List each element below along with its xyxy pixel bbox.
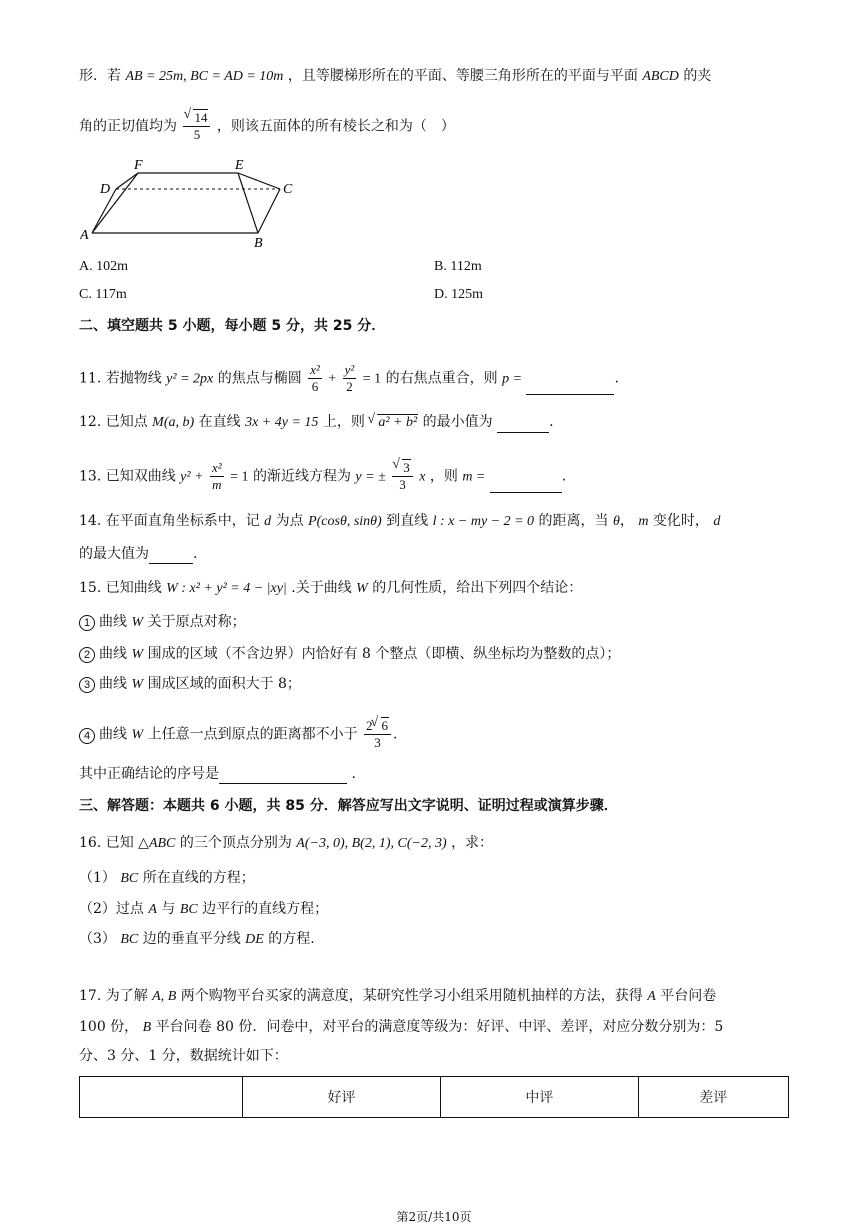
edge-EC bbox=[238, 173, 280, 189]
q12-end: . bbox=[549, 414, 554, 430]
q11-frac-x bbox=[308, 362, 322, 395]
q16-stem bbox=[79, 833, 493, 854]
q11-eq: = 1 bbox=[362, 371, 382, 387]
q13-lhs: y² + bbox=[180, 469, 204, 485]
item-text: 关于原点对称； bbox=[147, 614, 246, 630]
q15-text: .关于曲线 bbox=[291, 580, 352, 596]
label-D: D bbox=[100, 182, 111, 197]
q15-item-3 bbox=[79, 674, 301, 695]
item-end: . bbox=[393, 726, 398, 743]
frac-num: y² bbox=[344, 362, 355, 377]
q14-line2 bbox=[79, 544, 197, 564]
q14-theta: θ bbox=[612, 514, 620, 529]
item-w: W bbox=[131, 615, 144, 630]
q15-stem bbox=[79, 578, 582, 599]
q10-lengths: AB = 25m, BC = AD = 10m bbox=[125, 69, 284, 84]
frac-den: 3 bbox=[399, 477, 406, 492]
q13-x: x bbox=[419, 469, 426, 485]
circled-number: 1 bbox=[79, 615, 95, 631]
part-text: 边的垂直平分线 bbox=[142, 931, 241, 947]
q11 bbox=[79, 362, 619, 395]
circled-number: 4 bbox=[79, 728, 95, 744]
q17-a: A bbox=[647, 989, 656, 1004]
q17-b: B bbox=[142, 1020, 152, 1035]
q15-text: 15. 已知曲线 bbox=[79, 580, 162, 596]
option-a: A. 102m bbox=[79, 259, 128, 274]
q15-text: 的几何性质，给出下列四个结论： bbox=[372, 580, 583, 596]
q17-line1 bbox=[79, 986, 716, 1007]
tan-fraction bbox=[183, 110, 210, 143]
q13-var: m = bbox=[462, 469, 486, 485]
option-b: B. 112m bbox=[434, 259, 482, 274]
q13-text: 的渐近线方程为 bbox=[252, 468, 351, 485]
item-text: 曲线 bbox=[99, 726, 127, 743]
label-E: E bbox=[235, 158, 244, 173]
q12-text: 的最小值为 bbox=[422, 414, 493, 430]
part-math: BC bbox=[179, 902, 198, 917]
q12-sqrt bbox=[369, 413, 418, 433]
q15-curve: W : x² + y² = 4 − |xy| bbox=[166, 581, 287, 596]
item-text: 上任意一点到原点的距离都不小于 bbox=[147, 726, 358, 743]
section-2-heading: 二、填空题共 5 小题，每小题 5 分，共 25 分． bbox=[79, 318, 386, 334]
q13-text: ，则 bbox=[429, 468, 458, 485]
q10-text: ，则该五面体的所有棱长之和为（ ） bbox=[216, 118, 455, 135]
q16-part-2 bbox=[79, 899, 328, 920]
option-d: D. 125m bbox=[434, 287, 483, 302]
item-text: 围成的区域（不含边界）内恰好有 8 个整点（即横、纵坐标均为整数的点）； bbox=[147, 646, 621, 662]
label-F: F bbox=[134, 158, 143, 173]
answer-blank[interactable] bbox=[490, 478, 562, 493]
q11-text: 11. 若抛物线 bbox=[79, 370, 162, 387]
q17-text: 平台问卷 bbox=[660, 988, 717, 1004]
q17-ab: A, B bbox=[152, 989, 177, 1004]
item-text: 曲线 bbox=[99, 614, 127, 630]
item-text: 围成区域的面积大于 8； bbox=[147, 676, 301, 692]
q14-d: d bbox=[713, 514, 721, 529]
q12 bbox=[79, 412, 554, 433]
frac-num-sqrt: 6 bbox=[381, 718, 389, 733]
q14-m: m bbox=[638, 514, 649, 529]
q12-text: 12. 已知点 bbox=[79, 414, 148, 430]
circled-number: 2 bbox=[79, 647, 95, 663]
section-3-heading: 三、解答题：本题共 6 小题，共 85 分．解答应写出文字说明、证明过程或演算步骤． bbox=[79, 798, 618, 814]
answer-blank[interactable] bbox=[219, 769, 347, 784]
option-c: C. 117m bbox=[79, 287, 127, 302]
q12-point: M(a, b) bbox=[152, 415, 195, 430]
label-C: C bbox=[283, 182, 293, 197]
frac-den: 3 bbox=[374, 735, 381, 750]
q11-text: 的焦点与椭圆 bbox=[217, 370, 302, 387]
pentahedron-figure bbox=[80, 155, 310, 250]
q14-point: P(cosθ, sinθ) bbox=[308, 514, 382, 529]
q11-parabola: y² = 2px bbox=[166, 371, 214, 387]
frac-den: 6 bbox=[311, 379, 319, 394]
answer-blank[interactable] bbox=[497, 418, 549, 433]
q14-text: 的最大值为 bbox=[79, 546, 149, 562]
item-w: W bbox=[131, 727, 144, 743]
edge-AF bbox=[92, 173, 138, 233]
q11-text: 的右焦点重合，则 bbox=[385, 370, 498, 387]
q10-plane: ABCD bbox=[642, 69, 679, 84]
q11-var: p = bbox=[502, 371, 523, 387]
q16-points: A(−3, 0), B(2, 1), C(−2, 3) bbox=[296, 836, 447, 851]
q16-text: 的三个顶点分别为 bbox=[179, 835, 292, 851]
q16-triangle: △ABC bbox=[138, 836, 176, 851]
frac-den: m bbox=[212, 477, 222, 492]
q17-text: 两个购物平台买家的满意度，某研究性学习小组采用随机抽样的方法，获得 bbox=[180, 988, 643, 1004]
q13 bbox=[79, 460, 566, 493]
part-math: A bbox=[148, 902, 157, 917]
q10-line2 bbox=[79, 110, 455, 143]
table-row bbox=[80, 1077, 789, 1118]
item-w: W bbox=[131, 647, 144, 662]
part-math: BC bbox=[120, 871, 139, 886]
q10-text: 形．若 bbox=[79, 68, 121, 84]
q14-text: 14. 在平面直角坐标系中，记 bbox=[79, 513, 260, 529]
q17-line2 bbox=[79, 1017, 723, 1038]
q13-slope-frac bbox=[392, 460, 413, 493]
q13-end: . bbox=[561, 468, 567, 485]
q13-y: y = ± bbox=[355, 469, 386, 485]
q17-text: 平台问卷 80 份．问卷中，对平台的满意度等级为：好评、中评、差评，对应分数分别为：5 bbox=[155, 1019, 724, 1035]
q12-line: 3x + 4y = 15 bbox=[245, 415, 319, 430]
q15-distance-frac bbox=[364, 718, 391, 751]
part-math: BC bbox=[120, 932, 139, 947]
label-A: A bbox=[80, 228, 89, 243]
item-w: W bbox=[131, 677, 144, 692]
q10-text: 角的正切值均为 bbox=[79, 118, 177, 135]
q14-end: . bbox=[193, 546, 198, 562]
q14-text: 变化时， bbox=[652, 513, 709, 529]
q15-item-2 bbox=[79, 644, 620, 665]
q12-text: 上，则 bbox=[322, 414, 365, 430]
item-text: 曲线 bbox=[99, 676, 127, 692]
tan-numerator: 14 bbox=[194, 110, 208, 125]
q14-text: 到直线 bbox=[386, 513, 429, 529]
q15-text: 其中正确结论的序号是 bbox=[79, 766, 219, 782]
frac-num: 3 bbox=[403, 460, 410, 475]
answer-blank[interactable] bbox=[149, 549, 193, 564]
answer-blank[interactable] bbox=[526, 380, 614, 395]
part-number: （1） bbox=[79, 870, 116, 886]
q16-part-3 bbox=[79, 929, 315, 950]
q13-frac bbox=[210, 460, 224, 493]
table-header-cell: 好评 bbox=[242, 1077, 440, 1118]
q16-text: ，求： bbox=[451, 835, 494, 851]
frac-num: 2 bbox=[366, 718, 373, 733]
tan-denominator: 5 bbox=[193, 127, 201, 142]
part-text: 与 bbox=[161, 901, 176, 917]
q17-text: 100 份， bbox=[79, 1019, 139, 1035]
q14-line1 bbox=[79, 511, 720, 532]
q16-text: 16. 已知 bbox=[79, 835, 134, 851]
table-header-cell: 中评 bbox=[441, 1077, 638, 1118]
sqrt-body: a² + b² bbox=[378, 415, 418, 430]
q10-text: 的夹 bbox=[683, 68, 712, 84]
frac-num: x² bbox=[310, 362, 320, 377]
q10-line1 bbox=[79, 66, 711, 87]
q10-text: ，且等腰梯形所在的平面、等腰三角形所在的平面与平面 bbox=[287, 68, 638, 84]
part-number: （3） bbox=[79, 931, 116, 947]
part-math: DE bbox=[245, 932, 264, 947]
q11-plus: + bbox=[328, 371, 337, 387]
q14-d: d bbox=[264, 514, 272, 529]
q15-item-1 bbox=[79, 612, 246, 633]
q14-line: l : x − my − 2 = 0 bbox=[432, 514, 535, 529]
table-header-cell bbox=[80, 1077, 243, 1118]
q13-eq: = 1 bbox=[230, 469, 249, 485]
table-header-cell: 差评 bbox=[638, 1077, 788, 1118]
q11-end: . bbox=[614, 370, 619, 387]
q14-text: 为点 bbox=[275, 513, 304, 529]
edge-BC bbox=[258, 189, 280, 233]
frac-num: x² bbox=[211, 460, 222, 475]
part-number: （2） bbox=[79, 901, 116, 917]
q15-w: W bbox=[356, 581, 368, 596]
circled-number: 3 bbox=[79, 677, 95, 693]
part-text: 过点 bbox=[115, 901, 144, 917]
part-text: 的方程. bbox=[268, 931, 315, 947]
q14-text: 的距离，当 bbox=[538, 513, 609, 529]
label-B: B bbox=[254, 236, 263, 250]
q17-text: 17. 为了解 bbox=[79, 988, 148, 1004]
q16-part-1 bbox=[79, 868, 255, 889]
edge-EB bbox=[238, 173, 258, 233]
page-footer: 第2页/共10页 bbox=[396, 1210, 472, 1224]
item-text: 曲线 bbox=[99, 646, 127, 662]
q15-item-4 bbox=[79, 718, 397, 751]
q17-line3: 分、3 分、1 分，数据统计如下： bbox=[79, 1048, 288, 1064]
q14-text: ， bbox=[619, 513, 634, 529]
part-text: 所在直线的方程； bbox=[142, 870, 255, 886]
q13-text: 13. 已知双曲线 bbox=[79, 468, 176, 485]
frac-den: 2 bbox=[346, 379, 353, 394]
satisfaction-table bbox=[79, 1076, 789, 1118]
q15-answer bbox=[79, 764, 356, 784]
q15-end: . bbox=[351, 766, 356, 782]
q11-frac-y bbox=[343, 362, 357, 395]
part-text: 边平行的直线方程； bbox=[202, 901, 329, 917]
q12-text: 在直线 bbox=[198, 414, 241, 430]
